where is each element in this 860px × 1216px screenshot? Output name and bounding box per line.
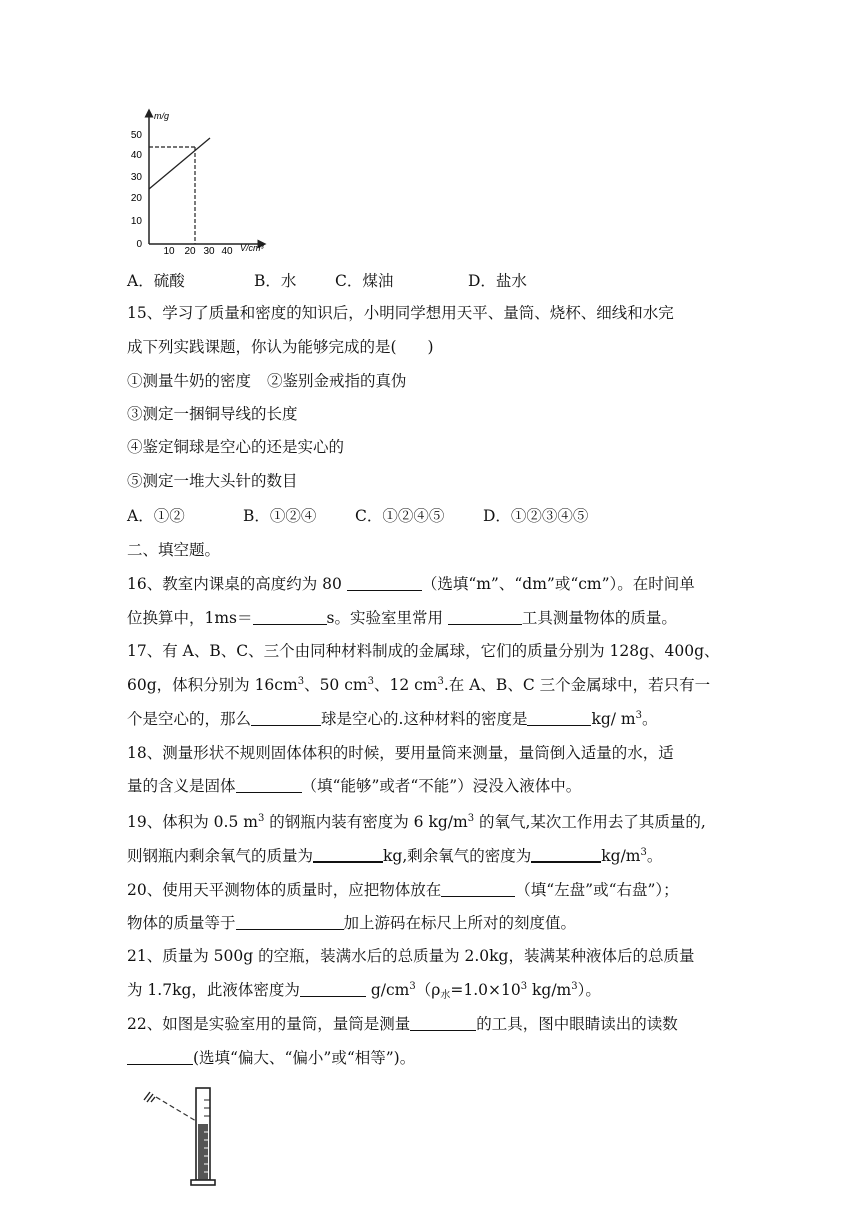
q15-option-d: D．①②③④⑤	[483, 507, 589, 525]
q19-line2: 则钢瓶内剩余氧气的质量为 kg,剩余氧气的密度为 $kg/m^3$。	[127, 847, 663, 865]
q15-options	[127, 506, 588, 526]
q22-line1: 22、如图是实验室用的量筒，量筒是测量 的工具，图中眼睛读出的读数	[127, 1015, 678, 1033]
q19-line1: 19、体积为 0.5 $m^3$ 的钢瓶内装有密度为 6 $kg/m^3$ 的氧气,某次工作用去了其质量的,	[127, 813, 706, 831]
q21-line1: 21、质量为 500g 的空瓶，装满水后的总质量为 2.0kg，装满某种液体后的总质量	[127, 947, 695, 965]
y-tick-50: 50	[130, 130, 142, 141]
q17-line3: 个是空心的，那么 球是空心的.这种材料的密度是 kg/ $m^3$。	[127, 710, 658, 728]
q15-item-2: ②鉴别金戒指的真伪	[267, 372, 407, 390]
y-tick-10: 10	[130, 216, 142, 227]
q14-option-a: A．硫酸	[127, 272, 185, 290]
q15-stem-line2: 成下列实践课题，你认为能够完成的是( )	[127, 338, 434, 356]
q16-blank-unit	[347, 574, 422, 591]
q18-line1: 18、测量形状不规则固体体积的时候，要用量筒来测量，量筒倒入适量的水，适	[127, 744, 674, 762]
q17-blank-hollow-ball	[251, 709, 321, 726]
q17-blank-density	[527, 709, 591, 726]
y-tick-0: 0	[136, 239, 142, 250]
q16-blank-seconds	[253, 608, 327, 625]
q20-line2: 物体的质量等于 加上游码在标尺上所对的刻度值。	[127, 914, 577, 932]
q15-item-1: ①测量牛奶的密度	[127, 372, 252, 390]
q20-blank-weights	[236, 913, 344, 930]
y-axis-label: m/g	[154, 111, 170, 121]
q16-line2: 位换算中，1ms＝ s。实验室里常用 工具测量物体的质量。	[127, 609, 677, 627]
x-tick-10: 10	[163, 246, 175, 254]
q22-blank-reading	[127, 1048, 193, 1065]
mass-volume-line	[149, 138, 210, 189]
q16-blank-tool	[448, 608, 522, 625]
q16-line1: 16、教室内课桌的高度约为 80 （选填“m”、“dm”或“cm”）。在时间单	[127, 575, 695, 593]
q15-item-5: ⑤测定一堆大头针的数目	[127, 472, 298, 490]
q18-blank	[236, 776, 302, 793]
q15-option-c: C．①②④⑤	[355, 507, 445, 525]
q15-option-a: A．①②	[127, 507, 185, 525]
q15-items-row1	[127, 371, 407, 391]
q22-blank-quantity	[410, 1014, 476, 1031]
q19-blank-mass	[313, 845, 383, 863]
q14-option-b: B．水	[254, 272, 297, 290]
cylinder-base	[191, 1180, 215, 1185]
section-fill-in-title: 二、填空题。	[127, 541, 221, 559]
q14-option-c: C．煤油	[335, 272, 394, 290]
x-tick-labels	[163, 246, 233, 254]
q20-blank-pan	[441, 880, 515, 897]
q15-option-b: B．①②④	[243, 507, 317, 525]
q15-item-4: ④鉴定铜球是空心的还是实心的	[127, 438, 345, 456]
q19-blank-density	[531, 845, 601, 863]
q21-line2: 为 1.7kg，此液体密度为 $g/cm^3(\rho_水=1.0\times 10^3$ $kg/m^3$）。	[127, 981, 601, 1001]
q15-stem-line1: 15、学习了质量和密度的知识后，小明同学想用天平、量筒、烧杯、细线和水完	[127, 304, 674, 322]
eye-icon	[144, 1092, 155, 1102]
y-tick-40: 40	[130, 150, 142, 161]
q15-item-3: ③测定一捆铜导线的长度	[127, 405, 298, 423]
mass-volume-graph	[124, 108, 270, 254]
y-tick-20: 20	[130, 193, 142, 204]
x-tick-30: 30	[203, 246, 215, 254]
q18-line2: 量的含义是固体 （填“能够”或者“不能”）浸没入液体中。	[127, 777, 582, 795]
x-axis-label: V/cm³	[240, 243, 264, 253]
q14-option-d: D．盐水	[468, 272, 527, 290]
x-tick-40: 40	[221, 246, 233, 254]
q22-line2: (选填“偏大、“偏小”或“相等”)。	[127, 1048, 415, 1068]
q21-blank-density	[300, 980, 366, 997]
q14-options	[127, 271, 527, 291]
q17-line1: 17、有 A、B、C、三个由同种材料制成的金属球，它们的质量分别为 128g、400g、	[127, 642, 720, 660]
y-tick-30: 30	[130, 172, 142, 183]
graduated-cylinder-figure	[138, 1080, 238, 1192]
q17-line2: 60g，体积分别为 $16cm^3$、50 $cm^3$、12 $cm^3$.在 A、B、C 三个金属球中，若只有一	[127, 676, 711, 694]
sight-line	[156, 1097, 201, 1124]
q20-line1: 20、使用天平测物体的质量时，应把物体放在 （填“左盘”或“右盘”）；	[127, 881, 679, 899]
x-tick-20: 20	[184, 246, 196, 254]
y-tick-labels	[131, 130, 143, 250]
